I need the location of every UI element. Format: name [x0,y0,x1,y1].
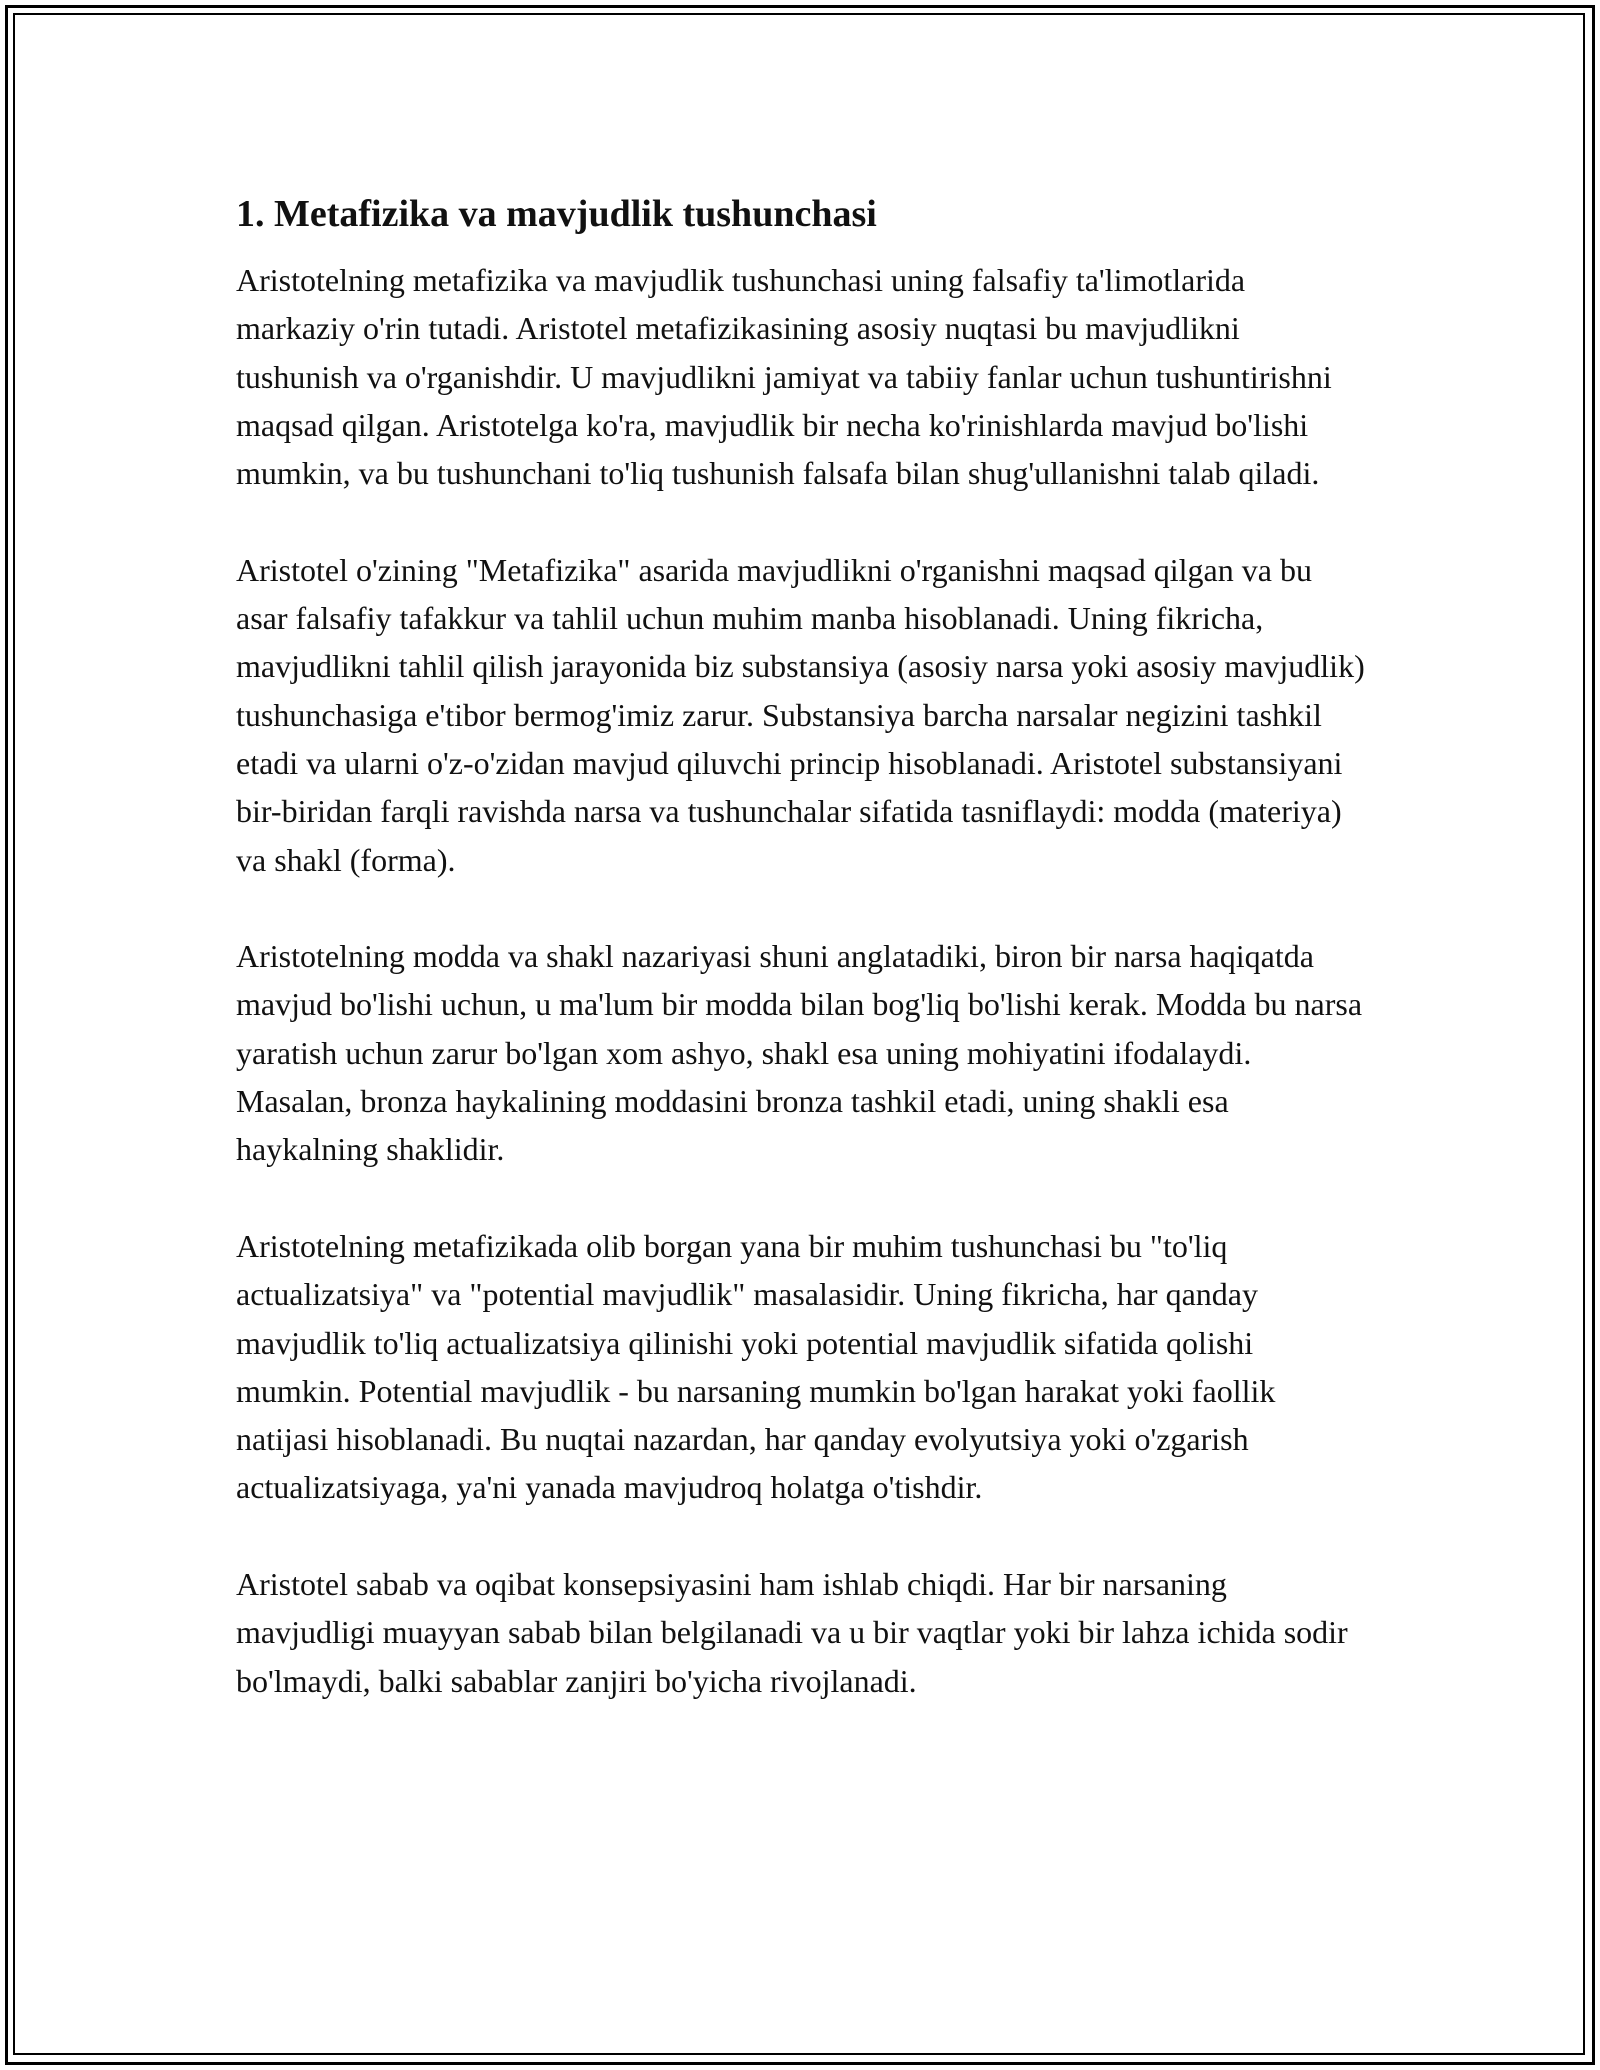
paragraph: Aristotelning metafizikada olib borgan yana bir muhim tushunchasi bu "to'liq actualizatsiya" va "potential mavjudlik" masalasidir. Uning fikricha, har qanday mavjudlik to'liq actualizatsiya qilinishi yoki potential mavjudlik sifatida qolishi mumkin. Potential mavjudlik - bu narsaning mumkin bo'lgan harakat yoki faollik natijasi hisoblanadi. Bu nuqtai nazardan, har qanday evolyutsiya yoki o'zgarish actualizatsiyaga, ya'ni yanada mavjudroq holatga o'tishdir. [236,1227,1276,1506]
paragraph: Aristotelning metafizika va mavjudlik tushunchasi uning falsafiy ta'limotlarida markaziy o'rin tutadi. Aristotel metafizikasining asosiy nuqtasi bu mavjudlikni tushunish va o'rganishdir. U mavjudlikni jamiyat va tabiiy fanlar uchun tushuntirishni maqsad qilgan. Aristotelga ko'ra, mavjudlik bir necha ko'rinishlarda mavjud bo'lishi mumkin, va bu tushunchani to'liq tushunish falsafa bilan shug'ullanishni talab qiladi. [236,262,1332,492]
section-heading: 1. Metafizika va mavjudlik tushunchasi [236,193,877,235]
paragraph: Aristotel o'zining "Metafizika" asarida mavjudlikni o'rganishni maqsad qilgan va bu asar falsafiy tafakkur va tahlil uchun muhim manba hisoblanadi. Uning fikricha, mavjudlikni tahlil qilish jarayonida biz substansiya (asosiy narsa yoki asosiy mavjudlik) tushunchasiga e'tibor bermog'imiz zarur. Substansiya barcha narsalar negizini tashkil etadi va ularni o'z-o'zidan mavjud qiluvchi princip hisoblanadi. Aristotel substansiyani bir-biridan farqli ravishda narsa va tushunchalar sifatida tasniflaydi: modda (materiya) va shakl (forma). [236,551,1365,878]
document-body [236,188,1366,1753]
paragraph: Aristotelning modda va shakl nazariyasi shuni anglatadiki, biron bir narsa haqiqatda mavjud bo'lishi uchun, u ma'lum bir modda bilan bog'liq bo'lishi kerak. Modda bu narsa yaratish uchun zarur bo'lgan xom ashyo, shakl esa uning mohiyatini ifodalaydi. Masalan, bronza haykalining moddasini bronza tashkil etadi, uning shakli esa haykalning shaklidir. [236,938,1363,1168]
paragraph: Aristotel sabab va oqibat konsepsiyasini ham ishlab chiqdi. Har bir narsaning mavjudligi muayyan sabab bilan belgilanadi va u bir vaqtlar yoki bir lahza ichida sodir bo'lmaydi, balki sabablar zanjiri bo'yicha rivojlanadi. [236,1566,1348,1699]
